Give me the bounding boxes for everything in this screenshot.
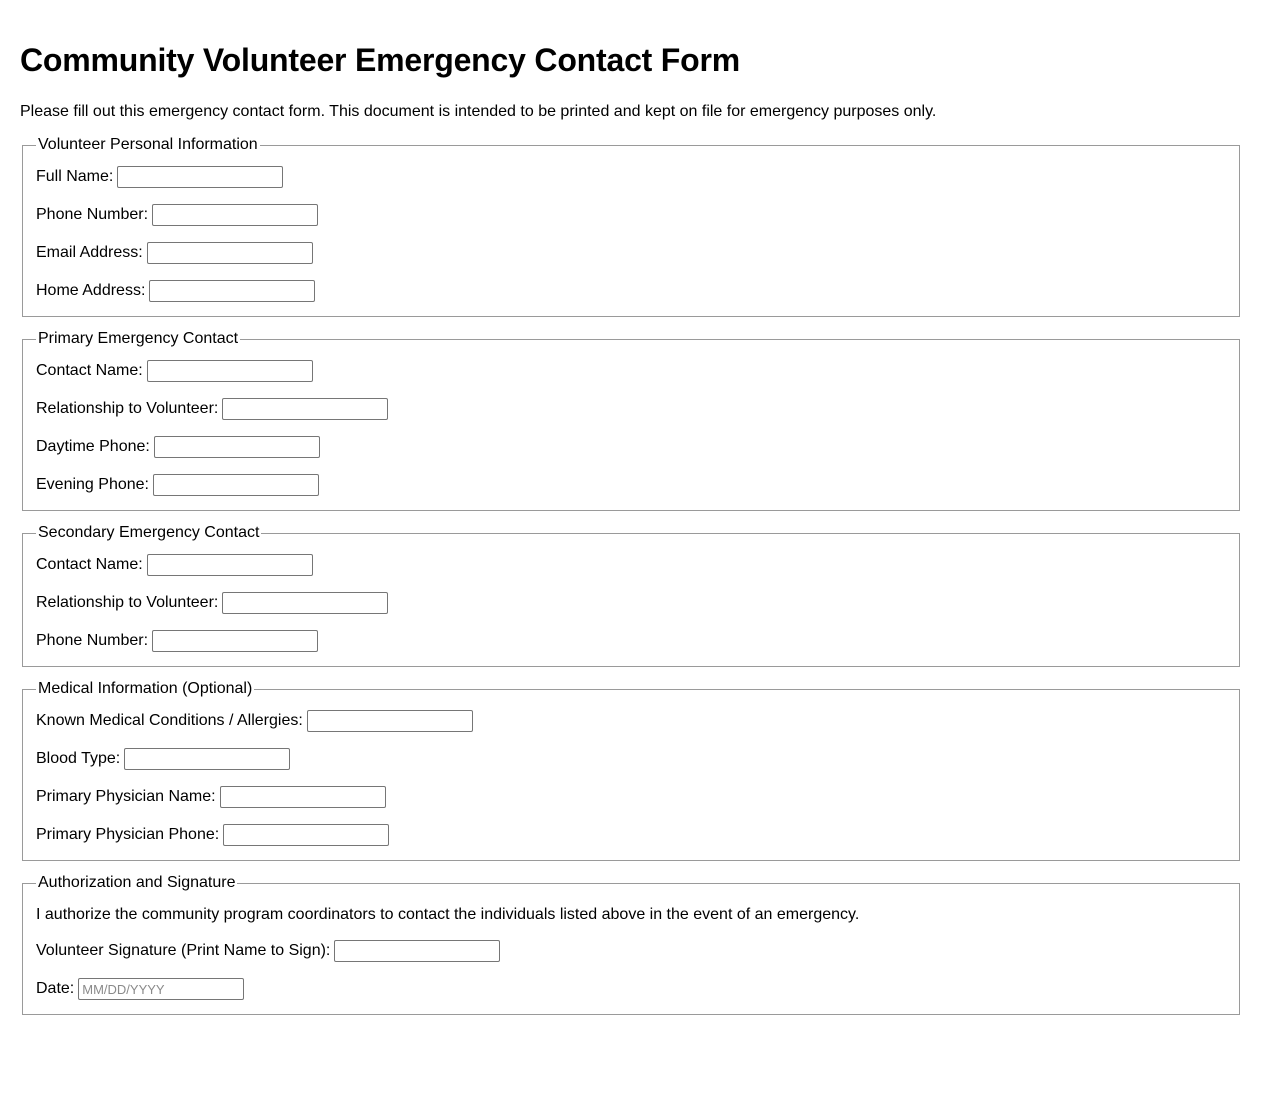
secondary-phone-row bbox=[36, 630, 1226, 652]
page-title: Community Volunteer Emergency Contact Form bbox=[20, 42, 741, 78]
primary-relationship-row bbox=[36, 398, 1226, 420]
physician-name-label: Primary Physician Name: bbox=[36, 788, 216, 805]
primary-name-input[interactable] bbox=[147, 360, 313, 382]
phone-row bbox=[36, 204, 1226, 226]
primary-relationship-label: Relationship to Volunteer: bbox=[36, 400, 219, 417]
signature-label: Volunteer Signature (Print Name to Sign): bbox=[36, 942, 331, 959]
physician-phone-label: Primary Physician Phone: bbox=[36, 826, 220, 843]
secondary-phone-label: Phone Number: bbox=[36, 632, 149, 649]
blood-type-label: Blood Type: bbox=[36, 750, 121, 767]
full-name-input[interactable] bbox=[117, 166, 283, 188]
home-address-input[interactable] bbox=[149, 280, 315, 302]
secondary-phone-input[interactable] bbox=[152, 630, 318, 652]
home-address-label: Home Address: bbox=[36, 282, 146, 299]
primary-evening-input[interactable] bbox=[153, 474, 319, 496]
primary-daytime-input[interactable] bbox=[154, 436, 320, 458]
date-row bbox=[36, 978, 1226, 1000]
primary-contact-legend: Primary Emergency Contact bbox=[38, 330, 239, 347]
secondary-contact-section bbox=[22, 524, 1240, 667]
signature-input[interactable] bbox=[334, 940, 500, 962]
authorization-legend: Authorization and Signature bbox=[38, 874, 236, 891]
phone-input[interactable] bbox=[152, 204, 318, 226]
physician-name-row bbox=[36, 786, 1226, 808]
home-address-row bbox=[36, 280, 1226, 302]
secondary-contact-legend: Secondary Emergency Contact bbox=[38, 524, 260, 541]
personal-info-section bbox=[22, 136, 1240, 317]
secondary-relationship-row bbox=[36, 592, 1226, 614]
phone-label: Phone Number: bbox=[36, 206, 149, 223]
conditions-label: Known Medical Conditions / Allergies: bbox=[36, 712, 303, 729]
primary-daytime-label: Daytime Phone: bbox=[36, 438, 150, 455]
date-label: Date: bbox=[36, 980, 75, 997]
signature-row bbox=[36, 940, 1226, 962]
medical-info-legend: Medical Information (Optional) bbox=[38, 680, 253, 697]
primary-daytime-row bbox=[36, 436, 1226, 458]
secondary-relationship-input[interactable] bbox=[222, 592, 388, 614]
personal-info-legend: Volunteer Personal Information bbox=[38, 136, 258, 153]
primary-contact-section bbox=[22, 330, 1240, 511]
primary-relationship-input[interactable] bbox=[222, 398, 388, 420]
conditions-row bbox=[36, 710, 1226, 732]
authorization-statement: I authorize the community program coordinators to contact the individuals listed above in the event of an emergency. bbox=[36, 906, 860, 923]
intro-text: Please fill out this emergency contact form. This document is intended to be printed and kept on file for emergency purposes only. bbox=[20, 103, 937, 120]
secondary-relationship-label: Relationship to Volunteer: bbox=[36, 594, 219, 611]
physician-phone-input[interactable] bbox=[223, 824, 389, 846]
primary-evening-label: Evening Phone: bbox=[36, 476, 149, 493]
primary-name-label: Contact Name: bbox=[36, 362, 143, 379]
emergency-contact-form bbox=[20, 136, 1242, 1015]
secondary-name-label: Contact Name: bbox=[36, 556, 143, 573]
conditions-input[interactable] bbox=[307, 710, 473, 732]
date-input[interactable] bbox=[78, 978, 244, 1000]
email-label: Email Address: bbox=[36, 244, 143, 261]
full-name-label: Full Name: bbox=[36, 168, 114, 185]
physician-name-input[interactable] bbox=[220, 786, 386, 808]
primary-name-row bbox=[36, 360, 1226, 382]
primary-evening-row bbox=[36, 474, 1226, 496]
blood-type-input[interactable] bbox=[124, 748, 290, 770]
physician-phone-row bbox=[36, 824, 1226, 846]
secondary-name-row bbox=[36, 554, 1226, 576]
blood-type-row bbox=[36, 748, 1226, 770]
authorization-section bbox=[22, 874, 1240, 1015]
medical-info-section bbox=[22, 680, 1240, 861]
email-input[interactable] bbox=[147, 242, 313, 264]
full-name-row bbox=[36, 166, 1226, 188]
secondary-name-input[interactable] bbox=[147, 554, 313, 576]
email-row bbox=[36, 242, 1226, 264]
